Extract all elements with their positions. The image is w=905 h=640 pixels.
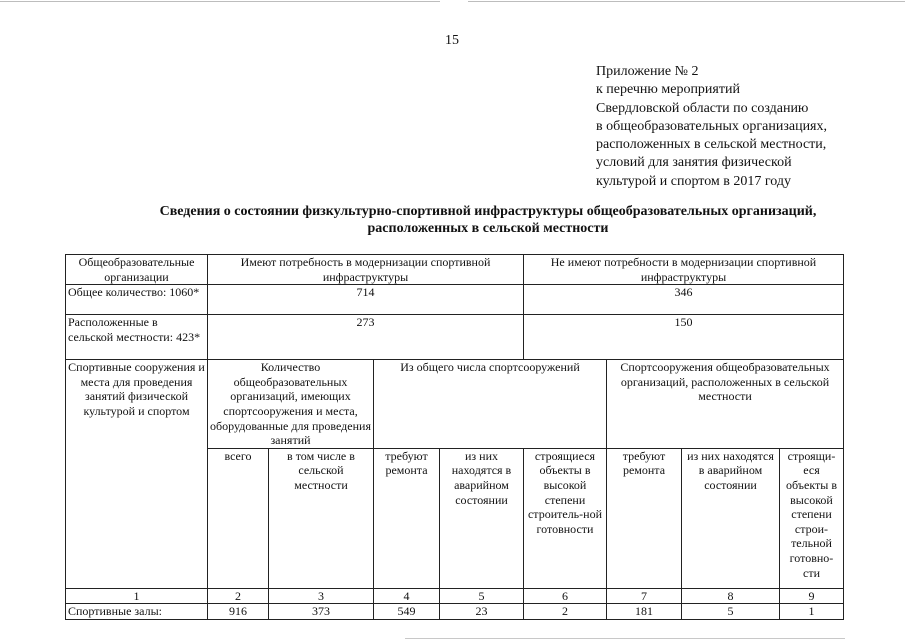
appendix-line: Приложение № 2 (596, 64, 699, 79)
gym-value: 2 (524, 604, 607, 620)
header-emergency-rural: из них находятся в аварийном состоянии (682, 448, 780, 588)
appendix-line: культурой и спортом в 2017 году (596, 173, 792, 189)
gym-value: 1 (780, 604, 844, 620)
rural-label: Расположенные в сельской местности: 423* (66, 315, 208, 360)
column-number: 8 (682, 588, 780, 604)
table-row (66, 604, 844, 620)
header-no-need-modernization: Не имеют потребности в модернизации спортивной инфраструктуры (524, 255, 844, 285)
column-number: 4 (374, 588, 440, 604)
header-facilities: Спортивные сооружения и места для проведения занятий физической культурой и спортом (66, 360, 208, 589)
column-number-row (66, 588, 844, 604)
appendix-note (596, 63, 827, 191)
total-need-value: 714 (208, 285, 524, 315)
scan-edge-left (0, 1, 440, 2)
scan-edge-right (468, 1, 905, 2)
table-header-row (66, 255, 844, 285)
column-number: 9 (780, 588, 844, 604)
gym-value: 916 (208, 604, 269, 620)
header-including-rural: в том числе в сельской местности (269, 448, 374, 588)
gym-value: 549 (374, 604, 440, 620)
appendix-line: расположенных в сельской местности, (596, 137, 827, 153)
column-number: 1 (66, 588, 208, 604)
header-org-count: Количество общеобразовательных организаций, имеющих спортсооружения и места, оборудованные для проведения занятий (208, 360, 374, 449)
appendix-line: в общеобразовательных организациях, (596, 118, 827, 134)
table-row (66, 315, 844, 360)
header-of-total-facilities: Из общего числа спортсооружений (374, 360, 607, 449)
total-label: Общее количество: 1060* (66, 285, 208, 315)
header-need-repair: требуют ремонта (374, 448, 440, 588)
scan-edge-bottom (405, 638, 845, 639)
column-number: 3 (269, 588, 374, 604)
rural-need-value: 273 (208, 315, 524, 360)
table-header-row (66, 360, 844, 449)
infrastructure-table (65, 254, 844, 620)
document-title-line: Сведения о состоянии физкультурно-спортивной инфраструктуры общеобразовательных организаций, (159, 204, 817, 219)
column-number: 7 (607, 588, 682, 604)
header-organizations: Общеобразовательные организации (66, 255, 208, 285)
column-number: 5 (440, 588, 524, 604)
header-need-repair-rural: требуют ремонта (607, 448, 682, 588)
appendix-line: условий для занятия физической (596, 155, 792, 171)
header-rural-facilities: Спортсооружения общеобразовательных организаций, расположенных в сельской местности (607, 360, 844, 449)
header-emergency: из них находятся в аварийном состоянии (440, 448, 524, 588)
column-number: 2 (208, 588, 269, 604)
table-row (66, 285, 844, 315)
gym-label: Спортивные залы: (66, 604, 208, 620)
gym-value: 373 (269, 604, 374, 620)
page-number: 15 (445, 33, 459, 48)
gym-value: 5 (682, 604, 780, 620)
document-title-line: расположенных в сельской местности (367, 221, 609, 236)
header-under-construction-rural: строящи-еся объекты в высокой степени строи-тельной готовно-сти (780, 448, 844, 588)
header-need-modernization: Имеют потребность в модернизации спортивной инфраструктуры (208, 255, 524, 285)
gym-value: 181 (607, 604, 682, 620)
appendix-line: к перечню мероприятий (596, 82, 740, 98)
rural-no-need-value: 150 (524, 315, 844, 360)
header-all: всего (208, 448, 269, 588)
gym-value: 23 (440, 604, 524, 620)
header-under-construction: строящиеся объекты в высокой степени строитель-ной готовности (524, 448, 607, 588)
total-no-need-value: 346 (524, 285, 844, 315)
column-number: 6 (524, 588, 607, 604)
appendix-line: Свердловской области по созданию (596, 100, 809, 116)
document-title (70, 203, 905, 237)
